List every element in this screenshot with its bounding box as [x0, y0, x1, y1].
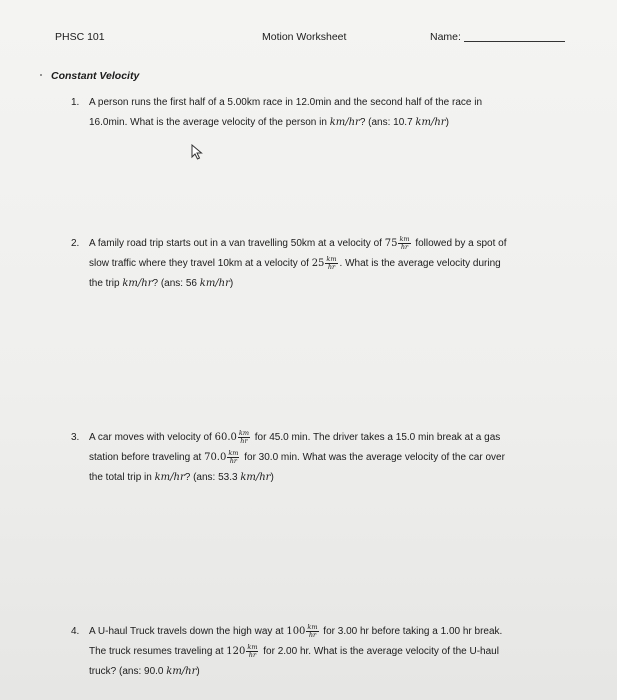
question-line: the trip	[89, 278, 123, 289]
mouse-cursor-icon	[190, 144, 204, 160]
question-line: truck? (ans: 90.0	[89, 666, 167, 677]
fraction-numerator: km	[307, 622, 318, 631]
answer-unit: km/hr	[166, 666, 197, 677]
unit-fraction	[227, 450, 239, 465]
worksheet-title: Motion Worksheet	[262, 31, 347, 43]
question-1	[62, 93, 572, 133]
velocity-value: 75	[384, 238, 398, 249]
question-line: ? (ans: 53.3	[184, 472, 241, 483]
fraction-denominator: hr	[400, 242, 409, 251]
question-text	[89, 234, 572, 294]
bullet-dot	[40, 74, 42, 76]
question-line: )	[229, 278, 234, 289]
question-number: 3.	[71, 432, 80, 443]
course-code: PHSC 101	[55, 31, 105, 43]
question-line: followed by a spot of	[412, 238, 507, 249]
unit-fraction	[398, 236, 410, 251]
question-text	[89, 428, 572, 488]
fraction-numerator: km	[238, 428, 249, 437]
question-line: )	[445, 117, 449, 128]
question-line: for 45.0 min. The driver takes a 15.0 min break at a gas	[251, 432, 501, 443]
question-line: )	[270, 472, 274, 483]
unit-text: km/hr	[329, 117, 360, 128]
unit-fraction	[238, 430, 250, 445]
question-number: 2.	[71, 238, 80, 249]
velocity-value: 120	[226, 646, 246, 657]
question-line: the total trip in	[89, 472, 155, 483]
question-text	[89, 622, 572, 682]
fraction-denominator: hr	[327, 262, 336, 271]
question-line: station before traveling at	[89, 452, 205, 463]
unit-text: km/hr	[154, 472, 185, 483]
unit-fraction	[306, 624, 318, 639]
question-line: A family road trip starts out in a van travelling 50km at a velocity of	[89, 238, 385, 249]
velocity-value: 60.0	[214, 432, 237, 443]
fraction-denominator: hr	[248, 650, 257, 659]
question-number: 1.	[71, 97, 80, 108]
question-line: for 30.0 min. What was the average velocity of the car over	[241, 452, 505, 463]
question-line: for 2.00 hr. What is the average velocity of the U-haul	[260, 646, 499, 657]
question-text	[89, 93, 572, 133]
name-label: Name:	[430, 31, 461, 43]
velocity-value: 25	[311, 258, 325, 269]
velocity-value: 70.0	[204, 452, 227, 463]
question-line: A U-haul Truck travels down the high way at	[89, 626, 287, 637]
question-line: for 3.00 hr before taking a 1.00 hr break.	[320, 626, 503, 637]
unit-fraction	[246, 644, 258, 659]
question-line: slow traffic where they travel 10km at a velocity of	[89, 258, 312, 269]
question-line: ? (ans: 56	[152, 278, 200, 289]
question-4	[62, 622, 572, 682]
question-line: A person runs the first half of a 5.00km race in 12.0min and the second half of the race in	[89, 97, 483, 108]
question-line: ? (ans: 10.7	[359, 117, 416, 128]
fraction-denominator: hr	[240, 436, 248, 445]
fraction-numerator: km	[228, 448, 239, 457]
section-title: Constant Velocity	[51, 70, 140, 82]
answer-unit: km/hr	[199, 278, 230, 289]
question-3	[62, 428, 572, 488]
answer-unit: km/hr	[240, 472, 271, 483]
unit-fraction	[325, 256, 337, 271]
fraction-numerator: km	[247, 642, 258, 651]
question-line: 16.0min. What is the average velocity of the person in	[89, 117, 330, 128]
fraction-numerator: km	[399, 234, 410, 243]
question-2	[62, 234, 572, 294]
question-line: . What is the average velocity during	[339, 258, 501, 269]
answer-unit: km/hr	[415, 117, 446, 128]
unit-text: km/hr	[122, 278, 153, 289]
fraction-denominator: hr	[229, 456, 238, 465]
question-line: )	[196, 666, 200, 677]
fraction-denominator: hr	[308, 630, 317, 639]
question-line: The truck resumes traveling at	[89, 646, 227, 657]
velocity-value: 100	[286, 626, 306, 637]
fraction-numerator: km	[326, 254, 337, 263]
question-number: 4.	[71, 626, 80, 637]
name-blank-line	[464, 41, 565, 42]
question-line: A car moves with velocity of	[89, 432, 215, 443]
